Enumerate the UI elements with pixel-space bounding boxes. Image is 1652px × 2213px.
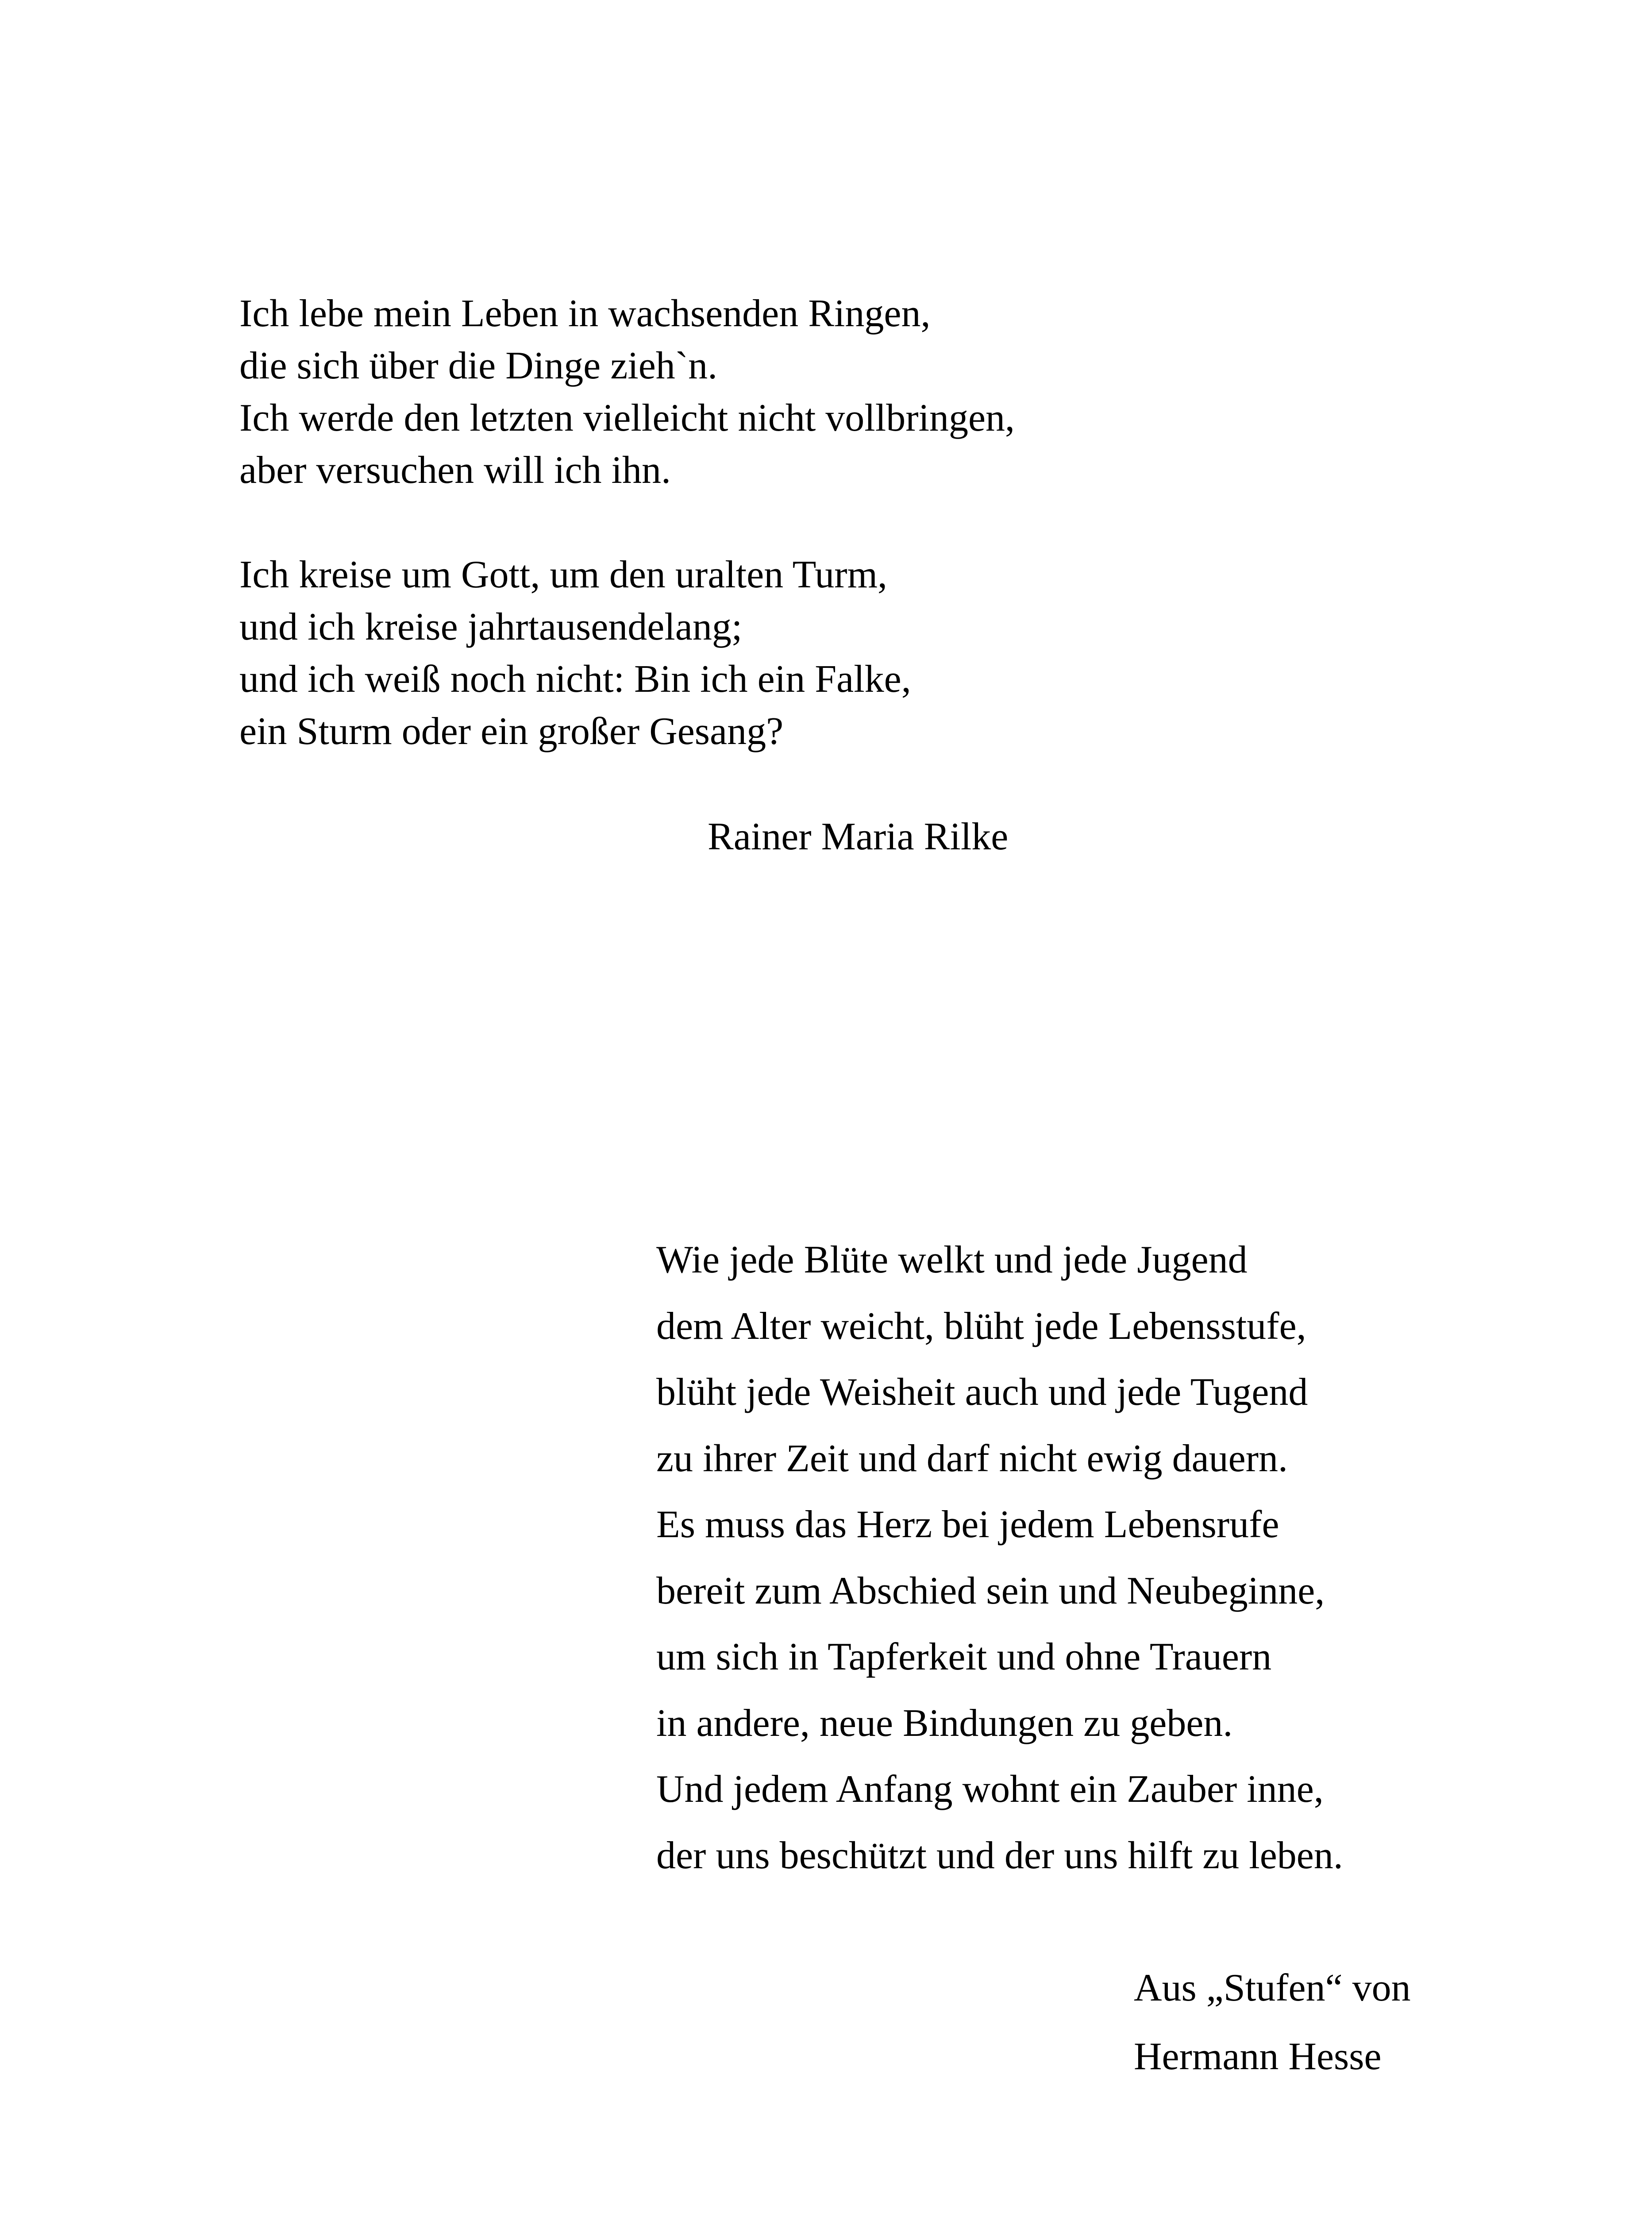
poem-line: blüht jede Weisheit auch und jede Tugend bbox=[656, 1371, 1308, 1414]
poem-line: dem Alter weicht, blüht jede Lebensstufe, bbox=[656, 1304, 1306, 1348]
poem-line: Ich lebe mein Leben in wachsenden Ringen, bbox=[239, 292, 931, 335]
poem-line: die sich über die Dinge zieh`n. bbox=[239, 344, 718, 387]
author-name: Rainer Maria Rilke bbox=[708, 815, 1009, 858]
poem-line: Ich werde den letzten vielleicht nicht vollbringen, bbox=[239, 397, 1015, 440]
poem-line: bereit zum Abschied sein und Neubeginne, bbox=[656, 1569, 1325, 1612]
source-line: Aus „Stufen“ von bbox=[1134, 1966, 1411, 2009]
stanza bbox=[239, 549, 1015, 758]
poem-line: Wie jede Blüte welkt und jede Jugend bbox=[656, 1238, 1248, 1281]
poem-line: zu ihrer Zeit und darf nicht ewig dauern. bbox=[656, 1437, 1288, 1480]
poem-line: und ich kreise jahrtausendelang; bbox=[239, 605, 743, 648]
stanza-gap bbox=[239, 497, 1015, 549]
hesse-attribution bbox=[1134, 1954, 1411, 2091]
stanza bbox=[239, 288, 1015, 497]
poem-line: Und jedem Anfang wohnt ein Zauber inne, bbox=[656, 1768, 1324, 1811]
hesse-poem bbox=[656, 1227, 1343, 1889]
author-name: Hermann Hesse bbox=[1134, 2035, 1382, 2078]
rilke-author bbox=[708, 811, 1008, 863]
poem-line: Ich kreise um Gott, um den uralten Turm, bbox=[239, 553, 888, 596]
poem-line: um sich in Tapferkeit und ohne Trauern bbox=[656, 1635, 1272, 1678]
rilke-poem bbox=[239, 288, 1015, 758]
poem-line: Es muss das Herz bei jedem Lebensrufe bbox=[656, 1503, 1279, 1546]
poem-line: und ich weiß noch nicht: Bin ich ein Falke, bbox=[239, 658, 911, 701]
poem-line: aber versuchen will ich ihn. bbox=[239, 449, 671, 492]
poem-line: ein Sturm oder ein großer Gesang? bbox=[239, 710, 784, 753]
poem-line: in andere, neue Bindungen zu geben. bbox=[656, 1701, 1233, 1745]
poem-line: der uns beschützt und der uns hilft zu leben. bbox=[656, 1834, 1343, 1877]
